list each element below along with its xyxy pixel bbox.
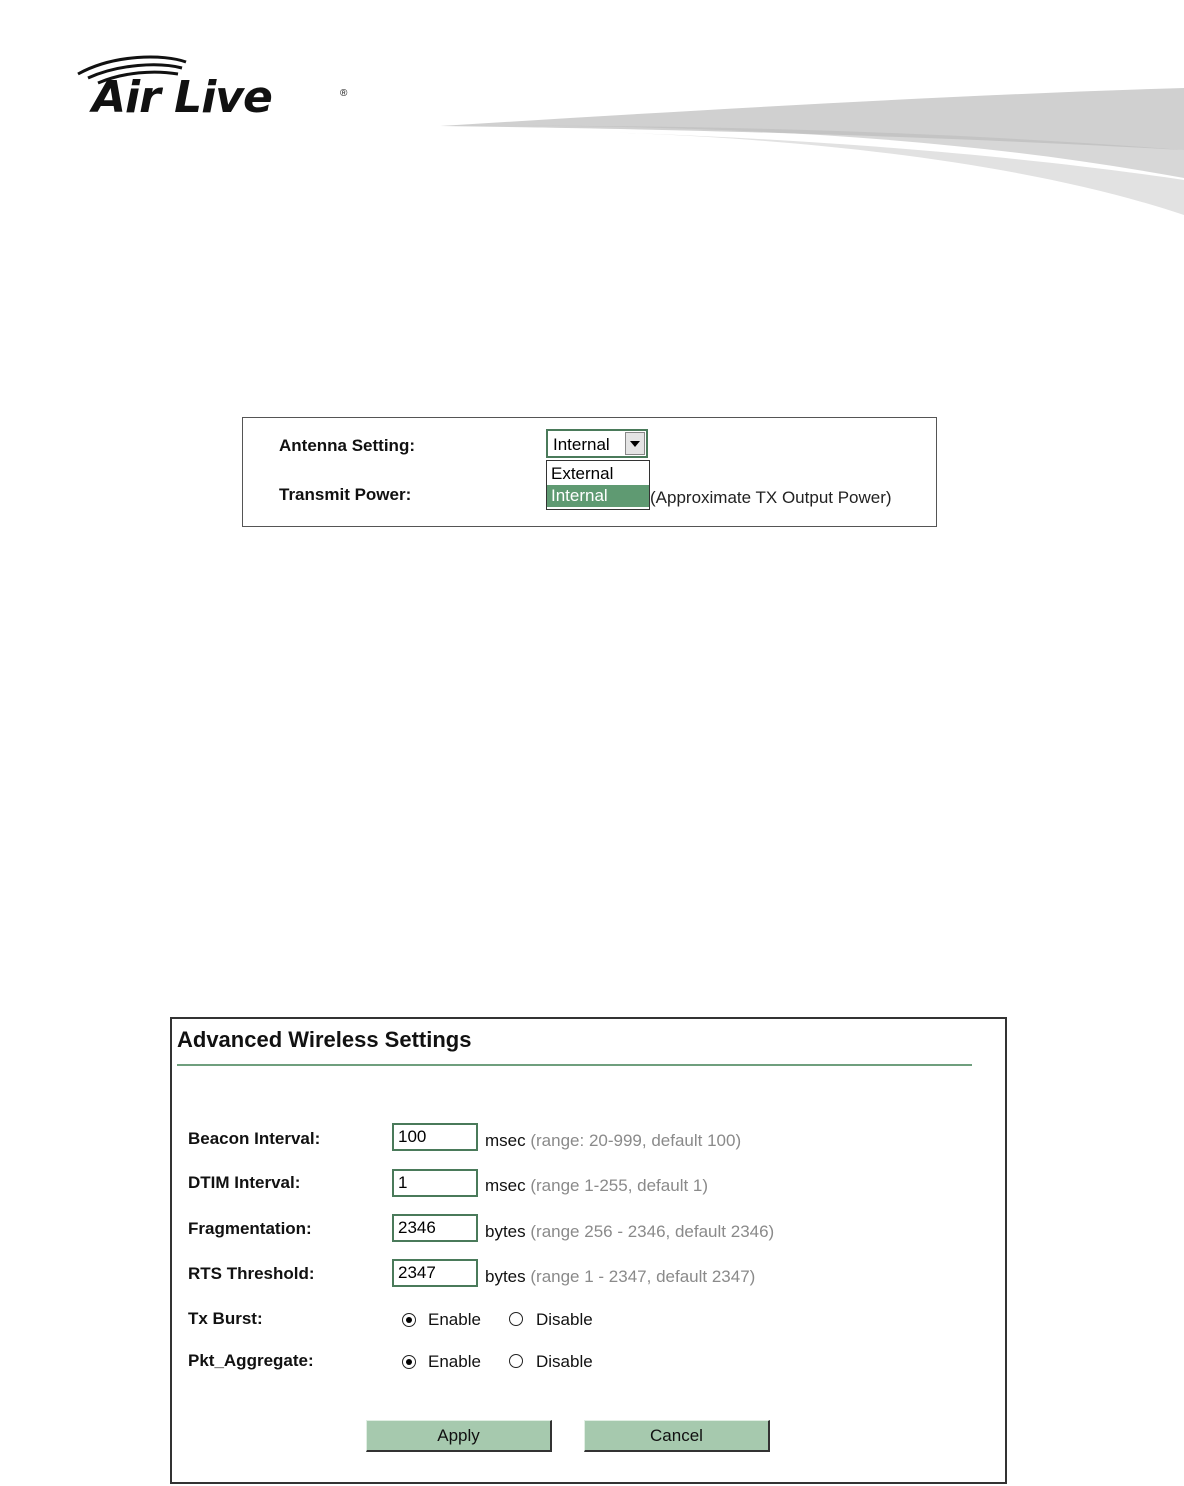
registered-mark: ® [340, 88, 348, 99]
tx-burst-disable-radio[interactable] [509, 1312, 523, 1326]
tx-burst-enable-label: Enable [428, 1310, 481, 1329]
antenna-settings-panel [242, 417, 937, 527]
fragmentation-unit [485, 1222, 774, 1242]
pkt-aggregate-disable-label: Disable [536, 1352, 593, 1371]
pkt-aggregate-enable-label: Enable [428, 1352, 481, 1371]
pkt-aggregate-disable-radio[interactable] [509, 1354, 523, 1368]
antenna-selected-value: Internal [553, 435, 610, 454]
rts-hint: (range 1 - 2347, default 2347) [530, 1267, 756, 1286]
transmit-power-label: Transmit Power: [279, 485, 412, 504]
dtim-hint: (range 1-255, default 1) [530, 1176, 709, 1195]
dropdown-arrow-icon[interactable] [625, 432, 645, 455]
fragmentation-input[interactable]: 2346 [392, 1214, 478, 1242]
rts-threshold-input[interactable]: 2347 [392, 1259, 478, 1287]
dtim-interval-unit [485, 1176, 708, 1196]
rts-threshold-label: RTS Threshold: [188, 1264, 315, 1283]
apply-button[interactable]: Apply [366, 1420, 552, 1452]
antenna-option-internal[interactable]: Internal [547, 485, 649, 507]
fragmentation-hint: (range 256 - 2346, default 2346) [530, 1222, 775, 1241]
fragmentation-unit-text: bytes [485, 1222, 526, 1241]
fragmentation-label: Fragmentation: [188, 1219, 312, 1238]
brand-name: Air Live [92, 72, 272, 123]
airlive-logo [72, 52, 362, 134]
beacon-unit-text: msec [485, 1131, 526, 1150]
advanced-wireless-panel [170, 1017, 1007, 1484]
pkt-aggregate-enable-radio[interactable] [402, 1355, 416, 1369]
dtim-interval-input[interactable]: 1 [392, 1169, 478, 1197]
rts-unit-text: bytes [485, 1267, 526, 1286]
tx-burst-label: Tx Burst: [188, 1309, 263, 1328]
page-title: Advanced Wireless Settings [177, 1027, 472, 1052]
antenna-option-external[interactable]: External [551, 464, 614, 483]
tx-burst-enable-radio[interactable] [402, 1313, 416, 1327]
dtim-unit-text: msec [485, 1176, 526, 1195]
rts-threshold-unit [485, 1267, 755, 1287]
tx-burst-disable-label: Disable [536, 1310, 593, 1329]
antenna-setting-label: Antenna Setting: [279, 436, 415, 455]
transmit-power-note: (Approximate TX Output Power) [650, 488, 892, 507]
cancel-button[interactable]: Cancel [584, 1420, 770, 1452]
antenna-setting-select[interactable] [546, 429, 648, 458]
beacon-interval-input[interactable]: 100 [392, 1123, 478, 1151]
dtim-interval-label: DTIM Interval: [188, 1173, 301, 1192]
title-divider [177, 1064, 972, 1066]
antenna-options-list [546, 460, 650, 510]
beacon-interval-unit [485, 1131, 741, 1151]
beacon-hint: (range: 20-999, default 100) [530, 1131, 742, 1150]
beacon-interval-label: Beacon Interval: [188, 1129, 321, 1148]
pkt-aggregate-label: Pkt_Aggregate: [188, 1351, 314, 1370]
